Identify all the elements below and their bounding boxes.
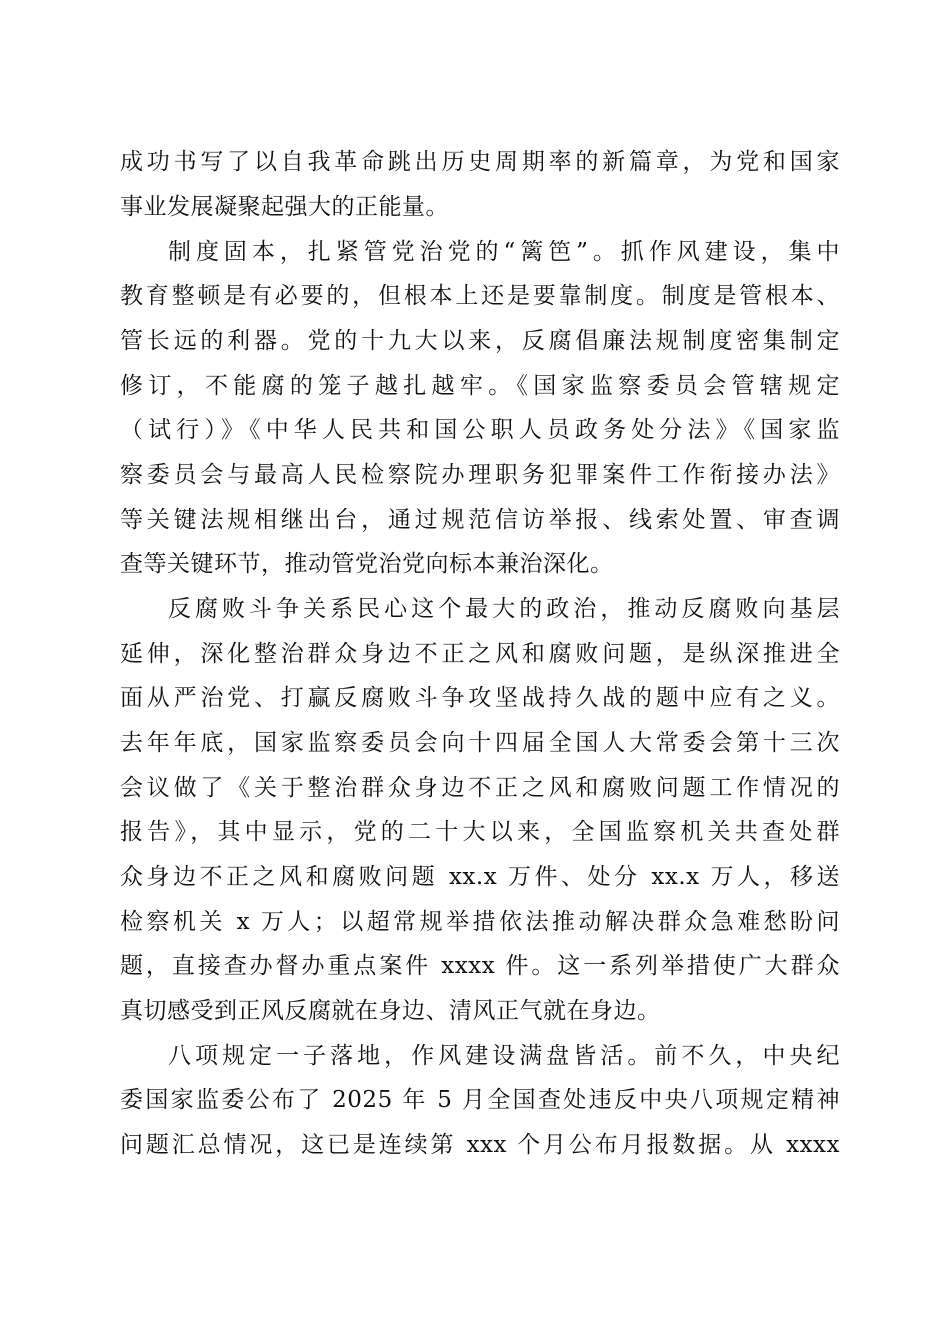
text-line: 延伸，深化整治群众身边不正之风和腐败问题，是纵深推进全 (120, 641, 840, 667)
text-line: 成功书写了以自我革命跳出历史周期率的新篇章，为党和国家 (120, 149, 840, 175)
text-line: 等关键法规相继出台，通过规范信访举报、线索处置、审查调 (120, 507, 840, 533)
text-line: （试行）》《中华人民共和国公职人员政务处分法》《国家监 (120, 417, 840, 443)
paragraph-first-line: 制度固本，扎紧管党治党的“篱笆”。抓作风建设，集中 (168, 239, 840, 265)
text-line: 修订，不能腐的笼子越扎越牢。《国家监察委员会管辖规定 (120, 373, 840, 399)
text-line: 教育整顿是有必要的，但根本上还是要靠制度。制度是管根本、 (120, 283, 840, 309)
text-line: 查等关键环节，推动管党治党向标本兼治深化。 (120, 551, 614, 577)
text-line: 去年年底，国家监察委员会向十四届全国人大常委会第十三次 (120, 730, 840, 756)
paragraph-first-line: 八项规定一子落地，作风建设满盘皆活。前不久，中央纪 (168, 1043, 840, 1069)
text-line: 报告》，其中显示，党的二十大以来，全国监察机关共查处群 (120, 819, 840, 845)
text-line: 众身边不正之风和腐败问题 xx.x 万件、处分 xx.x 万人，移送 (120, 864, 840, 890)
text-line: 委国家监委公布了 2025 年 5 月全国查处违反中央八项规定精神 (120, 1087, 840, 1113)
text-line: 真切感受到正风反腐就在身边、清风正气就在身边。 (120, 998, 661, 1024)
text-line: 问题汇总情况，这已是连续第 xxx 个月公布月报数据。从 xxxx (120, 1132, 840, 1158)
text-line: 检察机关 x 万人；以超常规举措依法推动解决群众急难愁盼问 (120, 909, 840, 935)
paragraph-first-line: 反腐败斗争关系民心这个最大的政治，推动反腐败向基层 (168, 596, 840, 622)
text-line: 事业发展凝聚起强大的正能量。 (120, 194, 449, 220)
text-line: 会议做了《关于整治群众身边不正之风和腐败问题工作情况的 (120, 775, 840, 801)
text-line: 题，直接查办督办重点案件 xxxx 件。这一系列举措使广大群众 (120, 953, 840, 979)
text-line: 管长远的利器。党的十九大以来，反腐倡廉法规制度密集制定 (120, 328, 840, 354)
text-line: 察委员会与最高人民检察院办理职务犯罪案件工作衔接办法》 (120, 462, 840, 488)
text-line: 面从严治党、打赢反腐败斗争攻坚战持久战的题中应有之义。 (120, 685, 840, 711)
